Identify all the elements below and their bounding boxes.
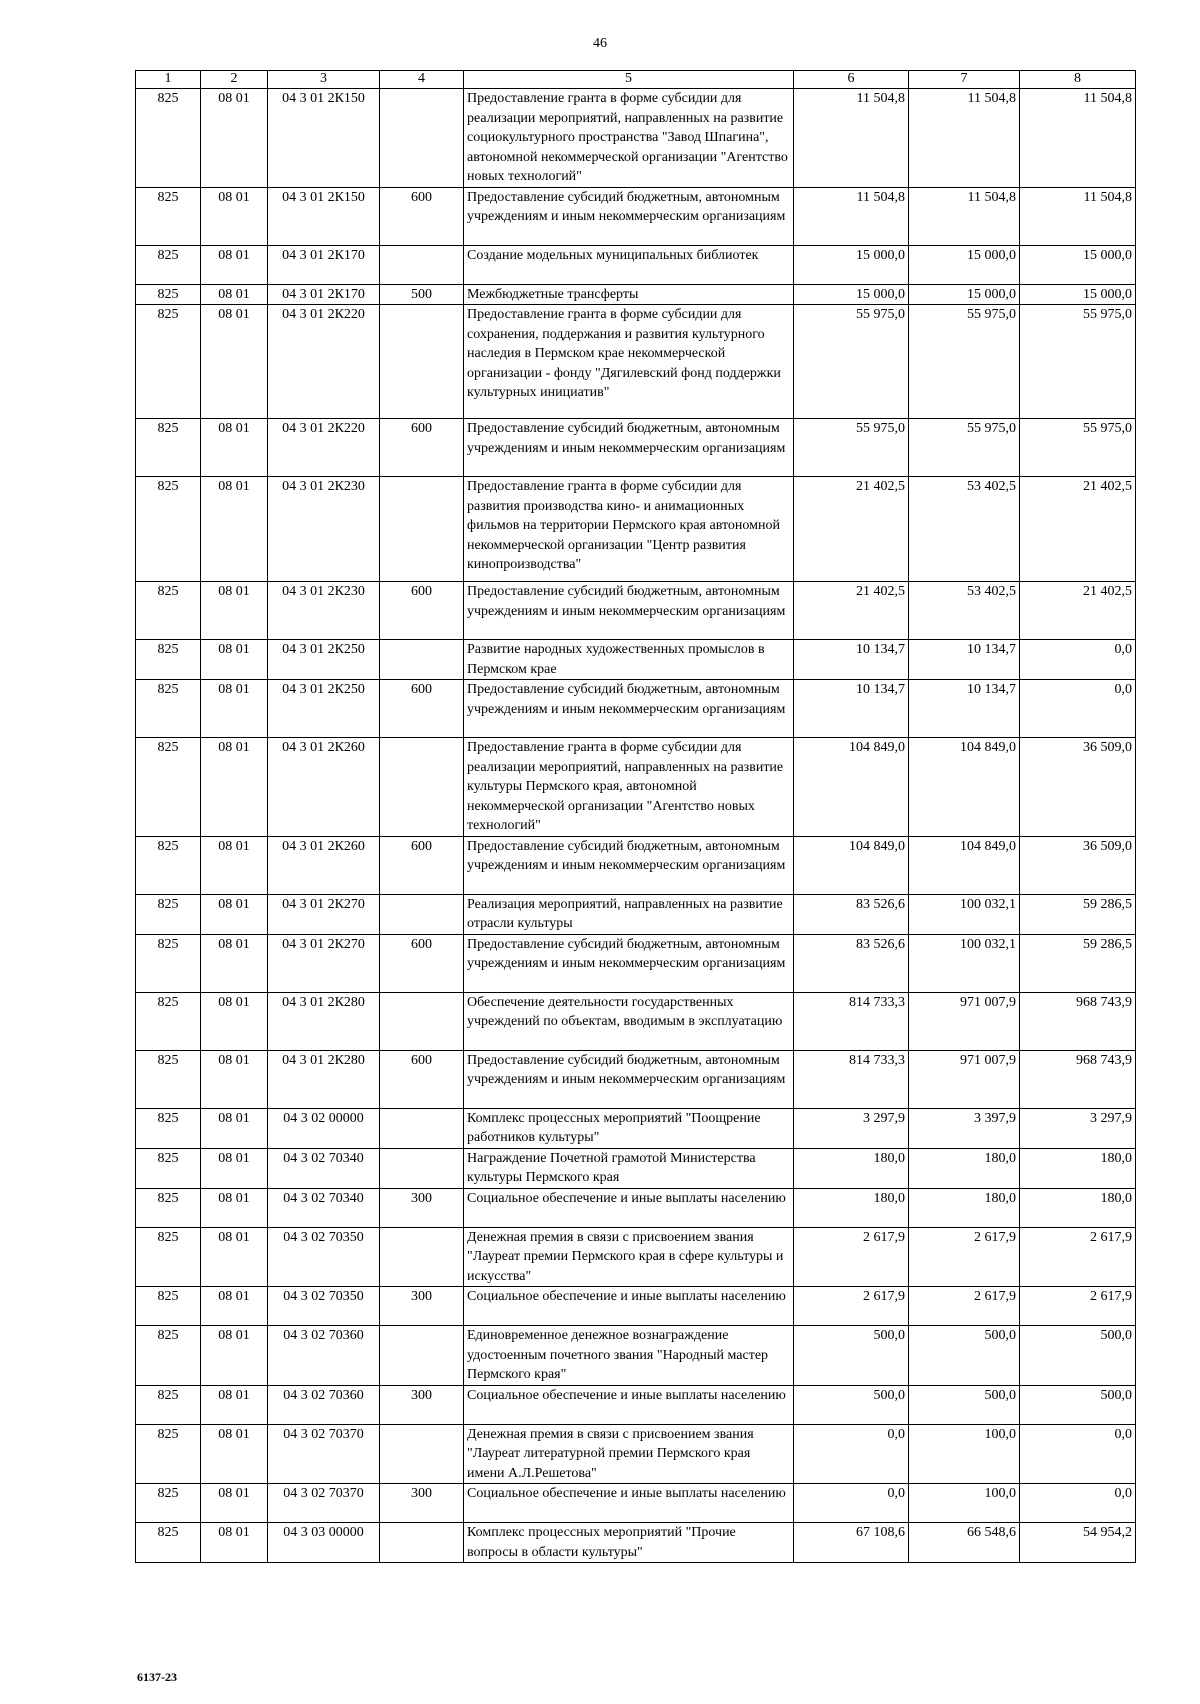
cell-col-6: 11 504,8	[794, 89, 909, 188]
cell-col-3: 04 3 01 2К280	[268, 992, 380, 1050]
cell-col-4: 600	[380, 680, 464, 738]
col-header-3: 3	[268, 71, 380, 89]
table-row	[136, 477, 1136, 582]
cell-col-1: 825	[136, 1188, 201, 1227]
table-row	[136, 992, 1136, 1050]
cell-col-5: Предоставление субсидий бюджетным, автономным учреждениям и иным некоммерческим организациям	[464, 1050, 794, 1108]
cell-col-6: 104 849,0	[794, 738, 909, 837]
cell-col-7: 11 504,8	[909, 89, 1020, 188]
cell-col-5: Награждение Почетной грамотой Министерства культуры Пермского края	[464, 1148, 794, 1188]
cell-col-8: 15 000,0	[1020, 284, 1136, 305]
cell-col-3: 04 3 01 2К250	[268, 680, 380, 738]
cell-col-6: 500,0	[794, 1326, 909, 1386]
cell-col-5: Предоставление гранта в форме субсидии для реализации мероприятий, направленных на развитие культуры Пермского края, автономной некоммерческой организации "Агентство новых технологий"	[464, 738, 794, 837]
cell-col-1: 825	[136, 640, 201, 680]
cell-col-6: 0,0	[794, 1424, 909, 1484]
cell-col-4: 600	[380, 934, 464, 992]
cell-col-7: 15 000,0	[909, 284, 1020, 305]
cell-col-5: Предоставление субсидий бюджетным, автономным учреждениям и иным некоммерческим организациям	[464, 582, 794, 640]
table-row	[136, 1326, 1136, 1386]
cell-col-6: 10 134,7	[794, 680, 909, 738]
cell-col-3: 04 3 01 2К270	[268, 894, 380, 934]
cell-col-2: 08 01	[201, 1287, 268, 1326]
table-row	[136, 640, 1136, 680]
cell-col-4: 600	[380, 582, 464, 640]
cell-col-8: 11 504,8	[1020, 187, 1136, 245]
cell-col-7: 100,0	[909, 1424, 1020, 1484]
cell-col-2: 08 01	[201, 1227, 268, 1287]
cell-col-3: 04 3 02 70370	[268, 1484, 380, 1523]
cell-col-4	[380, 1227, 464, 1287]
cell-col-3: 04 3 02 70370	[268, 1424, 380, 1484]
cell-col-1: 825	[136, 187, 201, 245]
cell-col-8: 0,0	[1020, 1484, 1136, 1523]
table-row	[136, 419, 1136, 477]
cell-col-4	[380, 1148, 464, 1188]
cell-col-2: 08 01	[201, 245, 268, 284]
cell-col-2: 08 01	[201, 738, 268, 837]
cell-col-2: 08 01	[201, 1385, 268, 1424]
table-row	[136, 1227, 1136, 1287]
cell-col-1: 825	[136, 1227, 201, 1287]
cell-col-5: Предоставление субсидий бюджетным, автономным учреждениям и иным некоммерческим организациям	[464, 836, 794, 894]
footer-code: 6137-23	[137, 1670, 177, 1684]
cell-col-8: 968 743,9	[1020, 992, 1136, 1050]
table-row	[136, 1148, 1136, 1188]
cell-col-5: Создание модельных муниципальных библиотек	[464, 245, 794, 284]
cell-col-2: 08 01	[201, 640, 268, 680]
table-row	[136, 89, 1136, 188]
cell-col-8: 21 402,5	[1020, 582, 1136, 640]
cell-col-2: 08 01	[201, 836, 268, 894]
table-row	[136, 738, 1136, 837]
table-row	[136, 305, 1136, 419]
cell-col-4	[380, 640, 464, 680]
cell-col-6: 55 975,0	[794, 419, 909, 477]
cell-col-2: 08 01	[201, 419, 268, 477]
cell-col-3: 04 3 01 2К150	[268, 187, 380, 245]
cell-col-4	[380, 1523, 464, 1563]
cell-col-2: 08 01	[201, 992, 268, 1050]
cell-col-1: 825	[136, 1108, 201, 1148]
cell-col-8: 55 975,0	[1020, 305, 1136, 419]
cell-col-6: 180,0	[794, 1188, 909, 1227]
cell-col-2: 08 01	[201, 1050, 268, 1108]
cell-col-5: Социальное обеспечение и иные выплаты населению	[464, 1188, 794, 1227]
cell-col-8: 36 509,0	[1020, 738, 1136, 837]
budget-table	[135, 70, 1136, 1563]
cell-col-4	[380, 894, 464, 934]
cell-col-5: Социальное обеспечение и иные выплаты населению	[464, 1385, 794, 1424]
cell-col-4: 300	[380, 1188, 464, 1227]
cell-col-6: 814 733,3	[794, 1050, 909, 1108]
cell-col-3: 04 3 01 2К220	[268, 305, 380, 419]
cell-col-1: 825	[136, 1385, 201, 1424]
cell-col-7: 10 134,7	[909, 640, 1020, 680]
cell-col-5: Комплекс процессных мероприятий "Прочие вопросы в области культуры"	[464, 1523, 794, 1563]
cell-col-3: 04 3 02 70340	[268, 1188, 380, 1227]
cell-col-8: 21 402,5	[1020, 477, 1136, 582]
cell-col-6: 0,0	[794, 1484, 909, 1523]
cell-col-2: 08 01	[201, 89, 268, 188]
cell-col-8: 0,0	[1020, 1424, 1136, 1484]
table-row	[136, 1484, 1136, 1523]
cell-col-7: 55 975,0	[909, 305, 1020, 419]
table-row	[136, 894, 1136, 934]
cell-col-4	[380, 1326, 464, 1386]
cell-col-1: 825	[136, 419, 201, 477]
col-header-6: 6	[794, 71, 909, 89]
col-header-4: 4	[380, 71, 464, 89]
cell-col-7: 971 007,9	[909, 992, 1020, 1050]
cell-col-3: 04 3 02 70350	[268, 1227, 380, 1287]
cell-col-7: 66 548,6	[909, 1523, 1020, 1563]
cell-col-3: 04 3 01 2К280	[268, 1050, 380, 1108]
cell-col-2: 08 01	[201, 305, 268, 419]
cell-col-1: 825	[136, 1287, 201, 1326]
cell-col-6: 10 134,7	[794, 640, 909, 680]
cell-col-7: 104 849,0	[909, 738, 1020, 837]
cell-col-6: 83 526,6	[794, 894, 909, 934]
cell-col-6: 2 617,9	[794, 1227, 909, 1287]
col-header-7: 7	[909, 71, 1020, 89]
cell-col-5: Предоставление субсидий бюджетным, автономным учреждениям и иным некоммерческим организациям	[464, 934, 794, 992]
cell-col-5: Обеспечение деятельности государственных учреждений по объектам, вводимым в эксплуатацию	[464, 992, 794, 1050]
cell-col-1: 825	[136, 836, 201, 894]
table-row	[136, 1050, 1136, 1108]
cell-col-3: 04 3 01 2К170	[268, 245, 380, 284]
cell-col-8: 968 743,9	[1020, 1050, 1136, 1108]
cell-col-3: 04 3 01 2К230	[268, 477, 380, 582]
cell-col-3: 04 3 01 2К260	[268, 836, 380, 894]
table-row	[136, 245, 1136, 284]
cell-col-4	[380, 992, 464, 1050]
cell-col-8: 15 000,0	[1020, 245, 1136, 284]
cell-col-8: 0,0	[1020, 680, 1136, 738]
cell-col-5: Реализация мероприятий, направленных на развитие отрасли культуры	[464, 894, 794, 934]
cell-col-5: Межбюджетные трансферты	[464, 284, 794, 305]
cell-col-7: 15 000,0	[909, 245, 1020, 284]
cell-col-5: Предоставление гранта в форме субсидии для развития производства кино- и анимационных фильмов на территории Пермского края автономной некоммерческой организации "Центр развития кинопроизводства"	[464, 477, 794, 582]
cell-col-3: 04 3 02 70360	[268, 1326, 380, 1386]
table-row	[136, 1188, 1136, 1227]
cell-col-1: 825	[136, 245, 201, 284]
cell-col-3: 04 3 02 70340	[268, 1148, 380, 1188]
cell-col-8: 2 617,9	[1020, 1227, 1136, 1287]
cell-col-6: 104 849,0	[794, 836, 909, 894]
cell-col-1: 825	[136, 1148, 201, 1188]
cell-col-2: 08 01	[201, 934, 268, 992]
cell-col-6: 180,0	[794, 1148, 909, 1188]
cell-col-5: Денежная премия в связи с присвоением звания "Лауреат литературной премии Пермского края имени А.Л.Решетова"	[464, 1424, 794, 1484]
cell-col-7: 10 134,7	[909, 680, 1020, 738]
table-row	[136, 582, 1136, 640]
cell-col-4: 300	[380, 1287, 464, 1326]
cell-col-6: 15 000,0	[794, 284, 909, 305]
cell-col-6: 21 402,5	[794, 582, 909, 640]
table-row	[136, 1385, 1136, 1424]
cell-col-7: 500,0	[909, 1385, 1020, 1424]
cell-col-8: 2 617,9	[1020, 1287, 1136, 1326]
cell-col-6: 500,0	[794, 1385, 909, 1424]
cell-col-7: 53 402,5	[909, 477, 1020, 582]
cell-col-1: 825	[136, 305, 201, 419]
cell-col-4: 500	[380, 284, 464, 305]
cell-col-7: 180,0	[909, 1148, 1020, 1188]
cell-col-4	[380, 1108, 464, 1148]
cell-col-1: 825	[136, 1050, 201, 1108]
cell-col-7: 2 617,9	[909, 1227, 1020, 1287]
cell-col-3: 04 3 03 00000	[268, 1523, 380, 1563]
cell-col-3: 04 3 02 00000	[268, 1108, 380, 1148]
cell-col-7: 55 975,0	[909, 419, 1020, 477]
cell-col-7: 11 504,8	[909, 187, 1020, 245]
table-row	[136, 836, 1136, 894]
table-row	[136, 680, 1136, 738]
cell-col-1: 825	[136, 934, 201, 992]
table-row	[136, 284, 1136, 305]
cell-col-6: 2 617,9	[794, 1287, 909, 1326]
cell-col-6: 21 402,5	[794, 477, 909, 582]
cell-col-2: 08 01	[201, 1523, 268, 1563]
cell-col-5: Предоставление субсидий бюджетным, автономным учреждениям и иным некоммерческим организациям	[464, 419, 794, 477]
cell-col-8: 500,0	[1020, 1326, 1136, 1386]
cell-col-5: Социальное обеспечение и иные выплаты населению	[464, 1484, 794, 1523]
cell-col-4: 600	[380, 1050, 464, 1108]
cell-col-8: 54 954,2	[1020, 1523, 1136, 1563]
page-number: 46	[593, 36, 607, 51]
cell-col-7: 971 007,9	[909, 1050, 1020, 1108]
cell-col-3: 04 3 01 2К260	[268, 738, 380, 837]
cell-col-3: 04 3 02 70350	[268, 1287, 380, 1326]
cell-col-8: 59 286,5	[1020, 894, 1136, 934]
cell-col-1: 825	[136, 1424, 201, 1484]
cell-col-2: 08 01	[201, 477, 268, 582]
cell-col-7: 3 397,9	[909, 1108, 1020, 1148]
cell-col-8: 3 297,9	[1020, 1108, 1136, 1148]
cell-col-3: 04 3 01 2К230	[268, 582, 380, 640]
table-row	[136, 1108, 1136, 1148]
cell-col-2: 08 01	[201, 187, 268, 245]
cell-col-3: 04 3 01 2К220	[268, 419, 380, 477]
cell-col-8: 55 975,0	[1020, 419, 1136, 477]
cell-col-2: 08 01	[201, 284, 268, 305]
cell-col-4	[380, 305, 464, 419]
cell-col-1: 825	[136, 284, 201, 305]
cell-col-7: 104 849,0	[909, 836, 1020, 894]
col-header-8: 8	[1020, 71, 1136, 89]
cell-col-2: 08 01	[201, 582, 268, 640]
cell-col-2: 08 01	[201, 1424, 268, 1484]
cell-col-4	[380, 1424, 464, 1484]
cell-col-5: Предоставление гранта в форме субсидии для сохранения, поддержания и развития культурного наследия в Пермском крае некоммерческой организации - фонду "Дягилевский фонд поддержки культурных инициатив"	[464, 305, 794, 419]
cell-col-3: 04 3 01 2К170	[268, 284, 380, 305]
cell-col-8: 36 509,0	[1020, 836, 1136, 894]
cell-col-4: 600	[380, 836, 464, 894]
cell-col-7: 100,0	[909, 1484, 1020, 1523]
cell-col-1: 825	[136, 680, 201, 738]
cell-col-1: 825	[136, 582, 201, 640]
col-header-2: 2	[201, 71, 268, 89]
cell-col-7: 500,0	[909, 1326, 1020, 1386]
cell-col-1: 825	[136, 477, 201, 582]
cell-col-5: Комплекс процессных мероприятий "Поощрение работников культуры"	[464, 1108, 794, 1148]
cell-col-4: 300	[380, 1385, 464, 1424]
cell-col-8: 180,0	[1020, 1148, 1136, 1188]
cell-col-1: 825	[136, 1523, 201, 1563]
cell-col-5: Денежная премия в связи с присвоением звания "Лауреат премии Пермского края в сфере культуры и искусства"	[464, 1227, 794, 1287]
table-row	[136, 1523, 1136, 1563]
header-row	[136, 71, 1136, 89]
cell-col-4	[380, 477, 464, 582]
col-header-1: 1	[136, 71, 201, 89]
cell-col-5: Предоставление субсидий бюджетным, автономным учреждениям и иным некоммерческим организациям	[464, 680, 794, 738]
cell-col-4	[380, 245, 464, 284]
cell-col-4	[380, 89, 464, 188]
cell-col-4	[380, 738, 464, 837]
cell-col-6: 11 504,8	[794, 187, 909, 245]
cell-col-5: Предоставление гранта в форме субсидии для реализации мероприятий, направленных на развитие социокультурного пространства "Завод Шпагина", автономной некоммерческой организации "Агентство новых технологий"	[464, 89, 794, 188]
table-body	[136, 89, 1136, 1563]
cell-col-5: Предоставление субсидий бюджетным, автономным учреждениям и иным некоммерческим организациям	[464, 187, 794, 245]
cell-col-8: 180,0	[1020, 1188, 1136, 1227]
cell-col-6: 3 297,9	[794, 1108, 909, 1148]
cell-col-6: 55 975,0	[794, 305, 909, 419]
cell-col-1: 825	[136, 992, 201, 1050]
cell-col-6: 814 733,3	[794, 992, 909, 1050]
cell-col-3: 04 3 02 70360	[268, 1385, 380, 1424]
cell-col-7: 100 032,1	[909, 934, 1020, 992]
cell-col-5: Развитие народных художественных промыслов в Пермском крае	[464, 640, 794, 680]
cell-col-2: 08 01	[201, 1108, 268, 1148]
cell-col-3: 04 3 01 2К270	[268, 934, 380, 992]
cell-col-2: 08 01	[201, 1326, 268, 1386]
cell-col-7: 100 032,1	[909, 894, 1020, 934]
cell-col-2: 08 01	[201, 1484, 268, 1523]
cell-col-3: 04 3 01 2К250	[268, 640, 380, 680]
table-row	[136, 1287, 1136, 1326]
cell-col-1: 825	[136, 894, 201, 934]
cell-col-1: 825	[136, 1326, 201, 1386]
cell-col-7: 53 402,5	[909, 582, 1020, 640]
cell-col-2: 08 01	[201, 1188, 268, 1227]
cell-col-4: 600	[380, 187, 464, 245]
cell-col-4: 300	[380, 1484, 464, 1523]
cell-col-2: 08 01	[201, 894, 268, 934]
cell-col-8: 500,0	[1020, 1385, 1136, 1424]
cell-col-2: 08 01	[201, 1148, 268, 1188]
cell-col-5: Единовременное денежное вознаграждение удостоенным почетного звания "Народный мастер Пермского края"	[464, 1326, 794, 1386]
cell-col-1: 825	[136, 1484, 201, 1523]
cell-col-8: 59 286,5	[1020, 934, 1136, 992]
cell-col-6: 83 526,6	[794, 934, 909, 992]
cell-col-8: 0,0	[1020, 640, 1136, 680]
cell-col-7: 180,0	[909, 1188, 1020, 1227]
cell-col-8: 11 504,8	[1020, 89, 1136, 188]
table-row	[136, 187, 1136, 245]
cell-col-3: 04 3 01 2К150	[268, 89, 380, 188]
cell-col-1: 825	[136, 738, 201, 837]
col-header-5: 5	[464, 71, 794, 89]
cell-col-2: 08 01	[201, 680, 268, 738]
cell-col-5: Социальное обеспечение и иные выплаты населению	[464, 1287, 794, 1326]
cell-col-1: 825	[136, 89, 201, 188]
cell-col-6: 15 000,0	[794, 245, 909, 284]
cell-col-4: 600	[380, 419, 464, 477]
cell-col-7: 2 617,9	[909, 1287, 1020, 1326]
table-row	[136, 934, 1136, 992]
table-row	[136, 1424, 1136, 1484]
cell-col-6: 67 108,6	[794, 1523, 909, 1563]
